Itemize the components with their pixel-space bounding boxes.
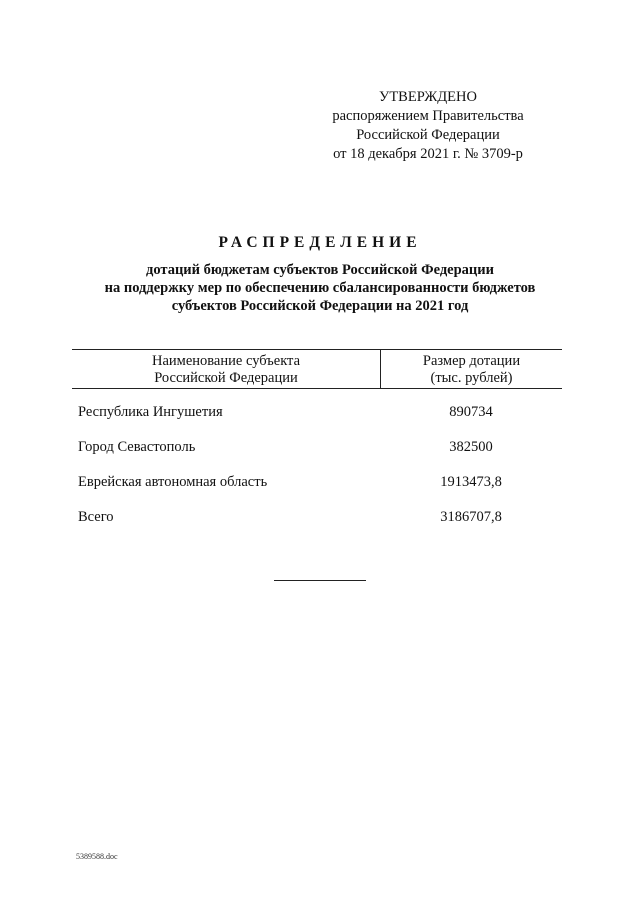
end-divider (274, 580, 366, 581)
header-text: Наименование субъекта (151, 353, 301, 369)
row-total-label: Всего (78, 509, 114, 525)
table-row (72, 404, 562, 439)
subtitle-line: субъектов Российской Федерации на 2021 год (171, 298, 469, 314)
header-text: Размер дотации (422, 353, 521, 369)
header-subject-name (72, 350, 381, 388)
approval-block (298, 88, 558, 164)
approval-heading: УТВЕРЖДЕНО (379, 89, 477, 105)
subtitle-line: на поддержку мер по обеспечению сбалансированности бюджетов (104, 280, 536, 296)
distribution-table (72, 349, 562, 544)
subtitle-line: дотаций бюджетам субъектов Российской Федерации (146, 262, 494, 278)
table-row-total (72, 509, 562, 544)
header-text: (тыс. рублей) (430, 370, 513, 386)
row-subject-name: Республика Ингушетия (78, 404, 223, 420)
row-subject-name: Город Севастополь (78, 439, 196, 455)
approval-line: распоряжением Правительства (332, 108, 524, 124)
row-amount: 1913473,8 (440, 474, 502, 490)
approval-line: Российской Федерации (356, 127, 500, 143)
header-subsidy-amount (381, 350, 562, 388)
row-amount: 382500 (449, 439, 493, 455)
table-row (72, 474, 562, 509)
approval-date: от 18 декабря 2021 г. № 3709-р (333, 146, 523, 162)
table-row (72, 439, 562, 474)
header-text: Российской Федерации (154, 370, 298, 386)
row-subject-name: Еврейская автономная область (78, 474, 268, 490)
document-subtitle (0, 261, 640, 315)
document-title: РАСПРЕДЕЛЕНИЕ (218, 234, 422, 251)
row-total-amount: 3186707,8 (440, 509, 502, 525)
row-amount: 890734 (449, 404, 493, 420)
table-body (72, 404, 562, 544)
table-header (72, 349, 562, 389)
document-id: 5389588.doc (76, 852, 118, 861)
